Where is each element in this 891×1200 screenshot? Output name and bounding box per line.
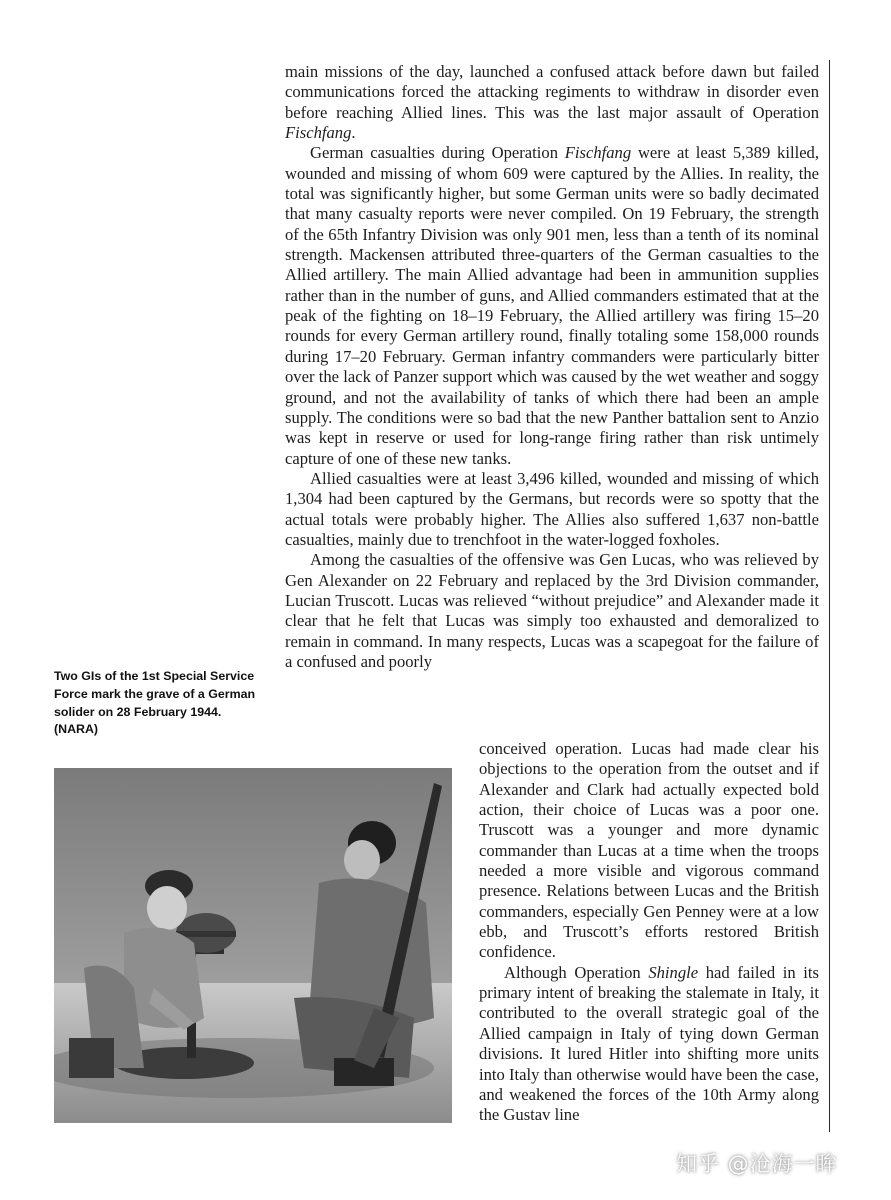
wrapped-text-column (479, 739, 819, 1126)
paragraph-4-top: Among the casualties of the offensive was Gen Lucas, who was relieved by Gen Alexander on 22 February and replaced by the 3rd Division commander, Lucian Truscott. Lucas was relieved “without prejudice” and Alexander made it clear that he felt that Lucas was simply too exhausted and demoralized to remain in command. In many respects, Lucas was a scapegoat for the failure of a confused and poorly (285, 550, 819, 671)
photo-illustration (54, 768, 452, 1123)
watermark: 知乎 @沧海一眸 (676, 1152, 838, 1176)
column-rule (829, 60, 830, 1132)
paragraph-5: Although Operation Shingle had failed in its primary intent of breaking the stalemate in Italy, it contributed to the overall strategic goal of the Allied campaign in Italy of tying down German divisions. It lured Hitler into shifting more units into Italy than otherwise would have been the case, and weakened the forces of the 10th Army along the Gustav line (479, 962, 819, 1125)
main-text-column (285, 62, 819, 672)
photo-caption: Two GIs of the 1st Special Service Force mark the grave of a German solider on 28 February 1944. (NARA) (54, 669, 256, 737)
paragraph-2: German casualties during Operation Fischfang were at least 5,389 killed, wounded and missing of whom 609 were captured by the Allies. In reality, the total was significantly higher, but some German units were so badly decimated that many casualty reports were never compiled. On 19 February, the strength of the 65th Infantry Division was only 901 men, less than a tenth of its nominal strength. Mackensen attributed three-quarters of the German casualties to the Allied artillery. The main Allied advantage had been in ammunition supplies rather than in the number of guns, and Allied commanders estimated that at the peak of the fighting on 18–19 February, the Allied artillery was firing 15–20 rounds for every German artillery round, finally totaling some 158,000 rounds during 17–20 February. German infantry commanders were particularly bitter over the lack of Panzer support which was caused by the wet weather and soggy ground, and not the availability of tanks of which there had been an ample supply. The conditions were so bad that the new Panther battalion sent to Anzio was kept in reserve or used for long-range firing rather than risk untimely capture of one of these new tanks. (285, 143, 819, 468)
paragraph-1: main missions of the day, launched a confused attack before dawn but failed communications forced the attacking regiments to withdraw in disorder even before reaching Allied lines. This was the last major assault of Operation Fischfang. (285, 62, 819, 143)
photo (54, 768, 452, 1123)
paragraph-4-continued: conceived operation. Lucas had made clear his objections to the operation from the outset and if Alexander and Clark had actually expected bold action, their choice of Lucas was a poor one. Truscott was a younger and more dynamic commander than Lucas at a time when the troops needed a more visible and vigorous command presence. Relations between Lucas and the British commanders, especially Gen Penney were at a low ebb, and Truscott’s efforts restored British confidence. (479, 739, 819, 962)
paragraph-3: Allied casualties were at least 3,496 killed, wounded and missing of which 1,304 had been captured by the Germans, but records were so spotty that the actual totals were probably higher. The Allies also suffered 1,637 non-battle casualties, mainly due to trenchfoot in the water-logged foxholes. (285, 468, 819, 549)
